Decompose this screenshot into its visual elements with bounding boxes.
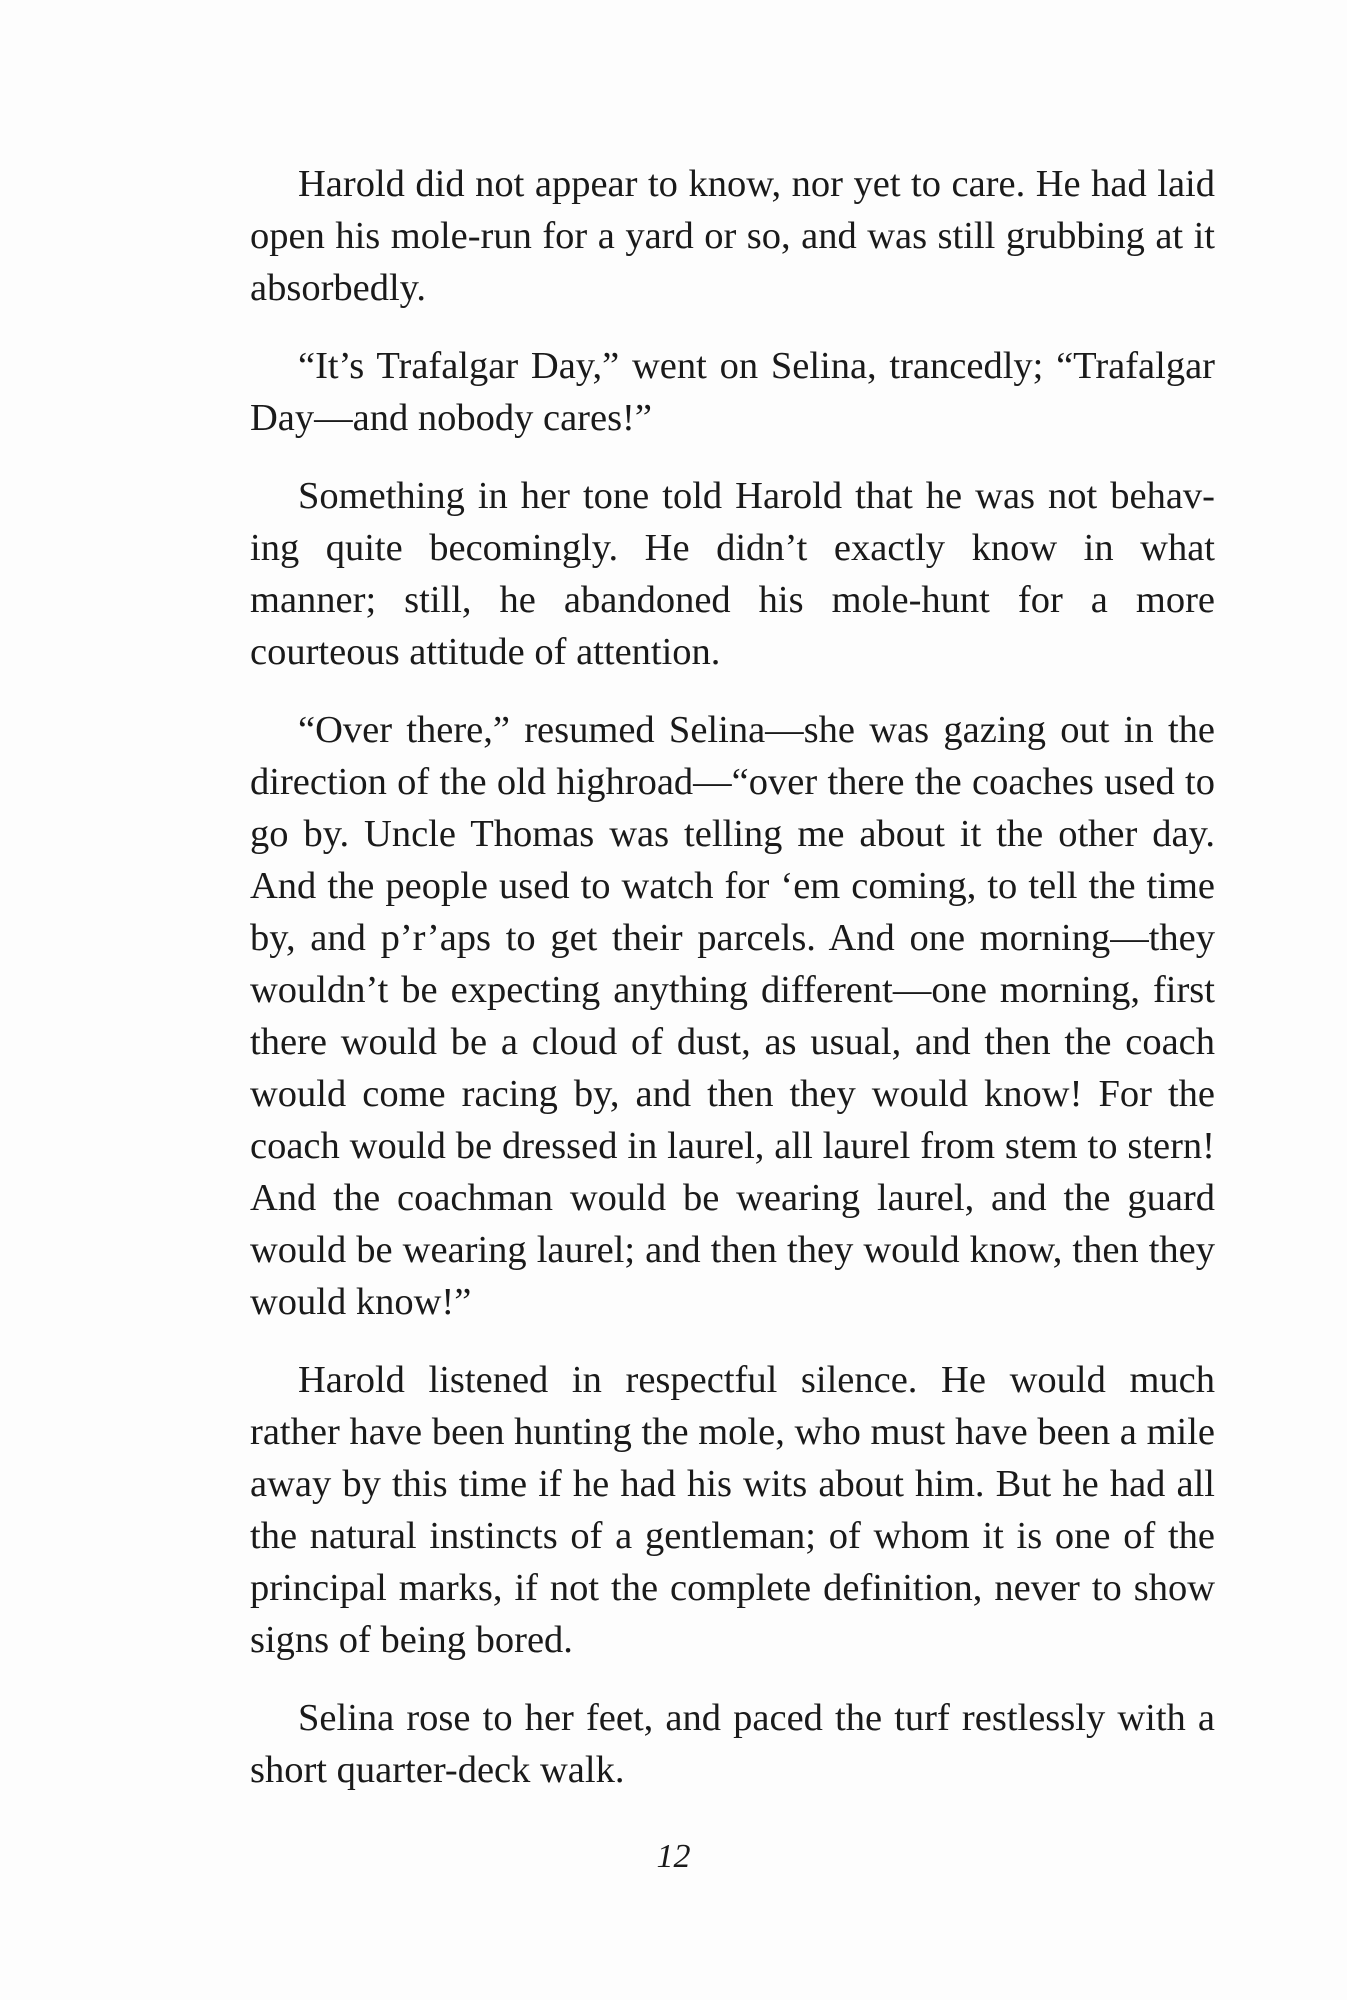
paragraph-1: Harold did not appear to know, nor yet to care. He had laid open his mole-run for a yard or so, and was still grubbing at it absorbedly. xyxy=(250,163,1215,309)
page-number: 12 xyxy=(656,1838,691,1875)
paragraph-5: Harold listened in respectful silence. He would much rather have been hunting the mole, who must have been a mile away by this time if he had his wits about him. But he had all the natural instincts of a gentleman; of whom it is one of the principal marks, if not the complete definition, never to show signs of being bored. xyxy=(250,1359,1215,1661)
paragraph-4: “Over there,” resumed Selina—she was gazing out in the direction of the old highroad—“over there the coaches used to go by. Uncle Thomas was telling me about it the other day. And the people used to watch for ‘em coming, to tell the time by, and p’r’aps to get their parcels. And one morning—they wouldn’t be expecting anything different—one morning, first there would be a cloud of dust, as usual, and then the coach would come racing by, and then they would know! For the coach would be dressed in laurel, all laurel from stem to stern! And the coachman would be wearing laurel, and the guard would be wearing laurel; and then they would know, then they would know!” xyxy=(250,709,1215,1323)
body-text xyxy=(250,158,1215,1822)
paragraph-6: Selina rose to her feet, and paced the turf restlessly with a short quarter-deck walk. xyxy=(250,1697,1215,1791)
paragraph-2: “It’s Trafalgar Day,” went on Selina, trancedly; “Trafalgar Day—and nobody cares!” xyxy=(250,345,1215,439)
paragraph-3: Something in her tone told Harold that he was not behaving quite becomingly. He didn’t exactly know in what manner; still, he abandoned his mole-hunt for a more courteous attitude of attention. xyxy=(250,475,1215,673)
